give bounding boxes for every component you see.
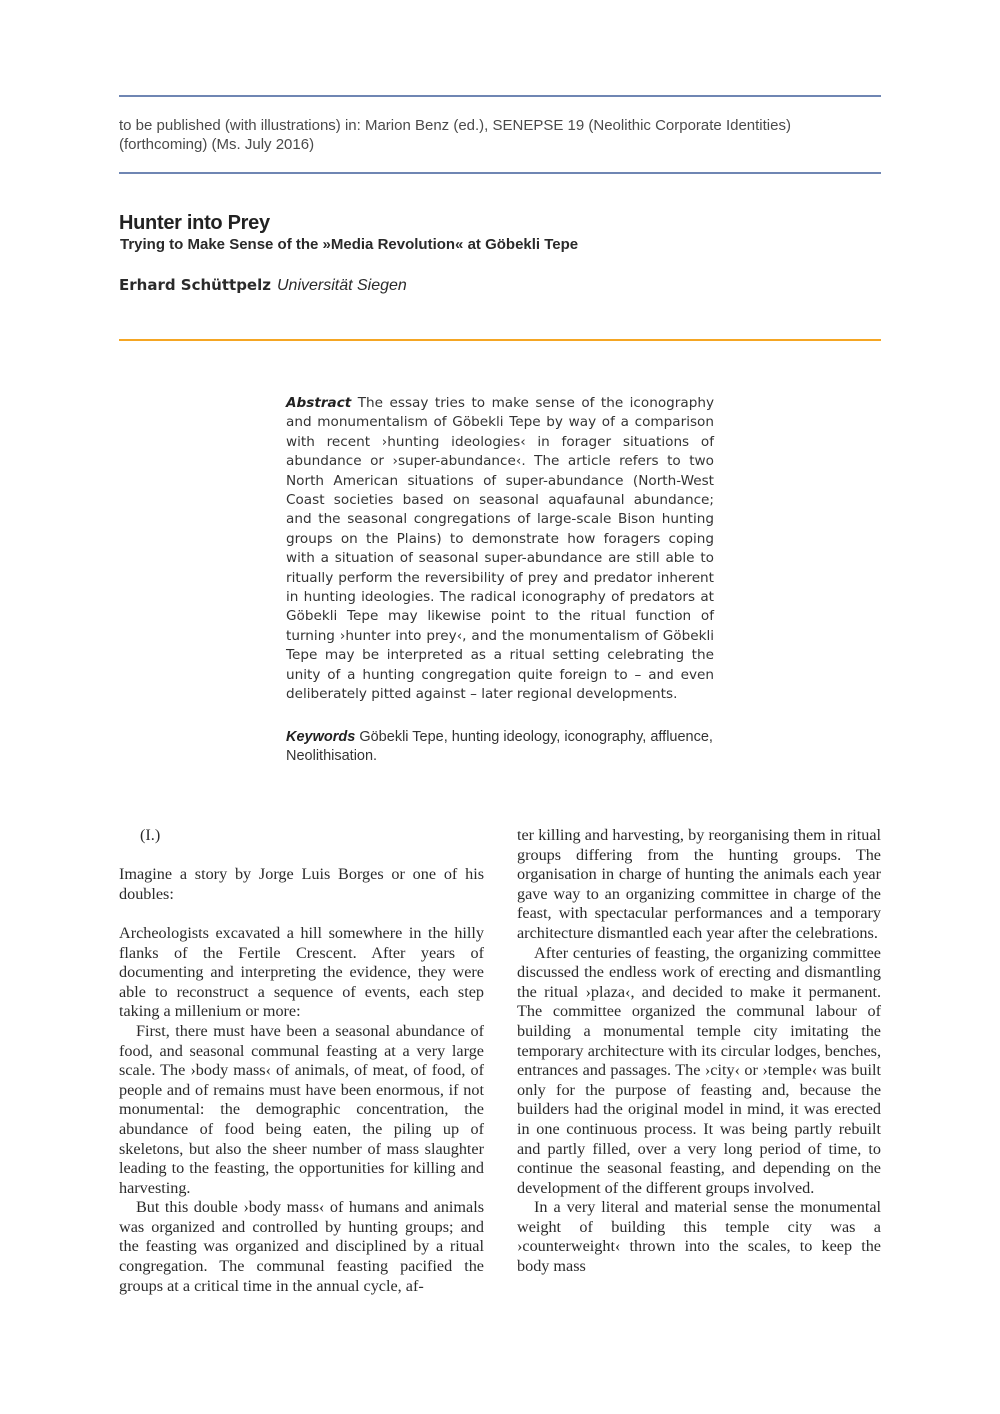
- author-affiliation: Universität Siegen: [276, 277, 407, 294]
- paragraph: First, there must have been a seasonal abundance of food, and seasonal communal feasting at a very large scale. The ›body mass‹ of animals, of meat, of food, of people and of remains must have been enormous, if not monumental: the demographic concentration, the abundance of food being eaten, the piling up of skeletons, but also the sheer number of mass slaughter leading to the feasting, the opportunities for killing and harvesting.: [119, 1021, 484, 1197]
- keywords-label: Keywords: [286, 729, 356, 745]
- author-line: [119, 276, 407, 295]
- keywords-text: Göbekli Tepe, hunting ideology, iconography, affluence, Neolithisation.: [286, 729, 713, 765]
- paragraph: Imagine a story by Jorge Luis Borges or one of his doubles:: [119, 865, 484, 903]
- publication-note: to be published (with illustrations) in: Marion Benz (ed.), SENEPSE 19 (Neolithic Corporate Identities) (forthcoming) (Ms. July 2016): [119, 117, 791, 153]
- keywords: [286, 728, 714, 767]
- paragraph: In a very literal and material sense the monumental weight of building this temple city was a ›counterweight‹ thrown into the scales, to keep the body mass: [517, 1198, 881, 1276]
- title-divider-rule: [119, 339, 881, 341]
- abstract-label: Abstract: [286, 395, 352, 411]
- header-bottom-rule: [119, 172, 881, 174]
- paragraph: Archeologists excavated a hill somewhere in the hilly flanks of the Fertile Crescent. After years of documenting and interpreting the evidence, they were able to reconstruct a sequence of events, each step taking a millenium or more:: [119, 923, 484, 1021]
- article-title: Hunter into Prey: [119, 212, 270, 234]
- abstract-text: The essay tries to make sense of the iconography and monumentalism of Göbekli Tepe by way of a comparison with recent ›hunting ideologies‹ in forager situations of abundance or ›super-abundance‹. The article refers to two North American situations of super-abundance (North-West Coast societies based on seasonal aquafaunal abundance; and the seasonal congregations of large-scale Bison hunting groups on the Plains) to demonstrate how foragers coping with a situation of seasonal super-abundance are still able to ritually perform the reversibility of prey and predator inherent in hunting ideologies. The radical iconography of predators at Göbekli Tepe may likewise point to the ritual function of turning ›hunter into prey‹, and the monumentalism of Göbekli Tepe may be interpreted as a ritual setting celebrating the unity of a hunting congregation quite foreign to – and even deliberately pitted against – later regional developments.: [286, 395, 714, 703]
- paragraph: After centuries of feasting, the organizing committee discussed the endless work of erecting and dismantling the ritual ›plaza‹, and decided to make it permanent. The committee organized the communal labour of building a monumental temple city imitating the temporary architecture with its circular lodges, benches, entrances and passages. The ›city‹ or ›temple‹ was built only for the purpose of feasting and, because the builders had the original model in mind, it was erected in one continuous process. It was being partly rebuilt and partly filled, over a very long period of time, to continue the seasonal feasting, and depending on the development of the different groups involved.: [517, 943, 881, 1197]
- paragraph: ter killing and harvesting, by reorganising them in ritual groups differing from the hunting groups. The organisation in charge of hunting the animals each year gave way to an organizing committee in charge of the feast, with spectacular performances and a temporary architecture dismantled each year after the celebrations.: [517, 826, 881, 942]
- body-right-column: [517, 826, 881, 1277]
- abstract: [286, 394, 714, 705]
- top-rule: [119, 95, 881, 97]
- section-number: (I.): [140, 826, 161, 844]
- body-left-column: [119, 826, 484, 1296]
- paragraph: But this double ›body mass‹ of humans and animals was organized and controlled by hunting groups; and the feasting was organized and disciplined by a ritual congregation. The communal feasting pacified the groups at a critical time in the annual cycle, af-: [119, 1198, 484, 1295]
- author-name: Erhard Schüttpelz: [119, 276, 271, 294]
- article-subtitle: Trying to Make Sense of the »Media Revolution« at Göbekli Tepe: [120, 236, 579, 253]
